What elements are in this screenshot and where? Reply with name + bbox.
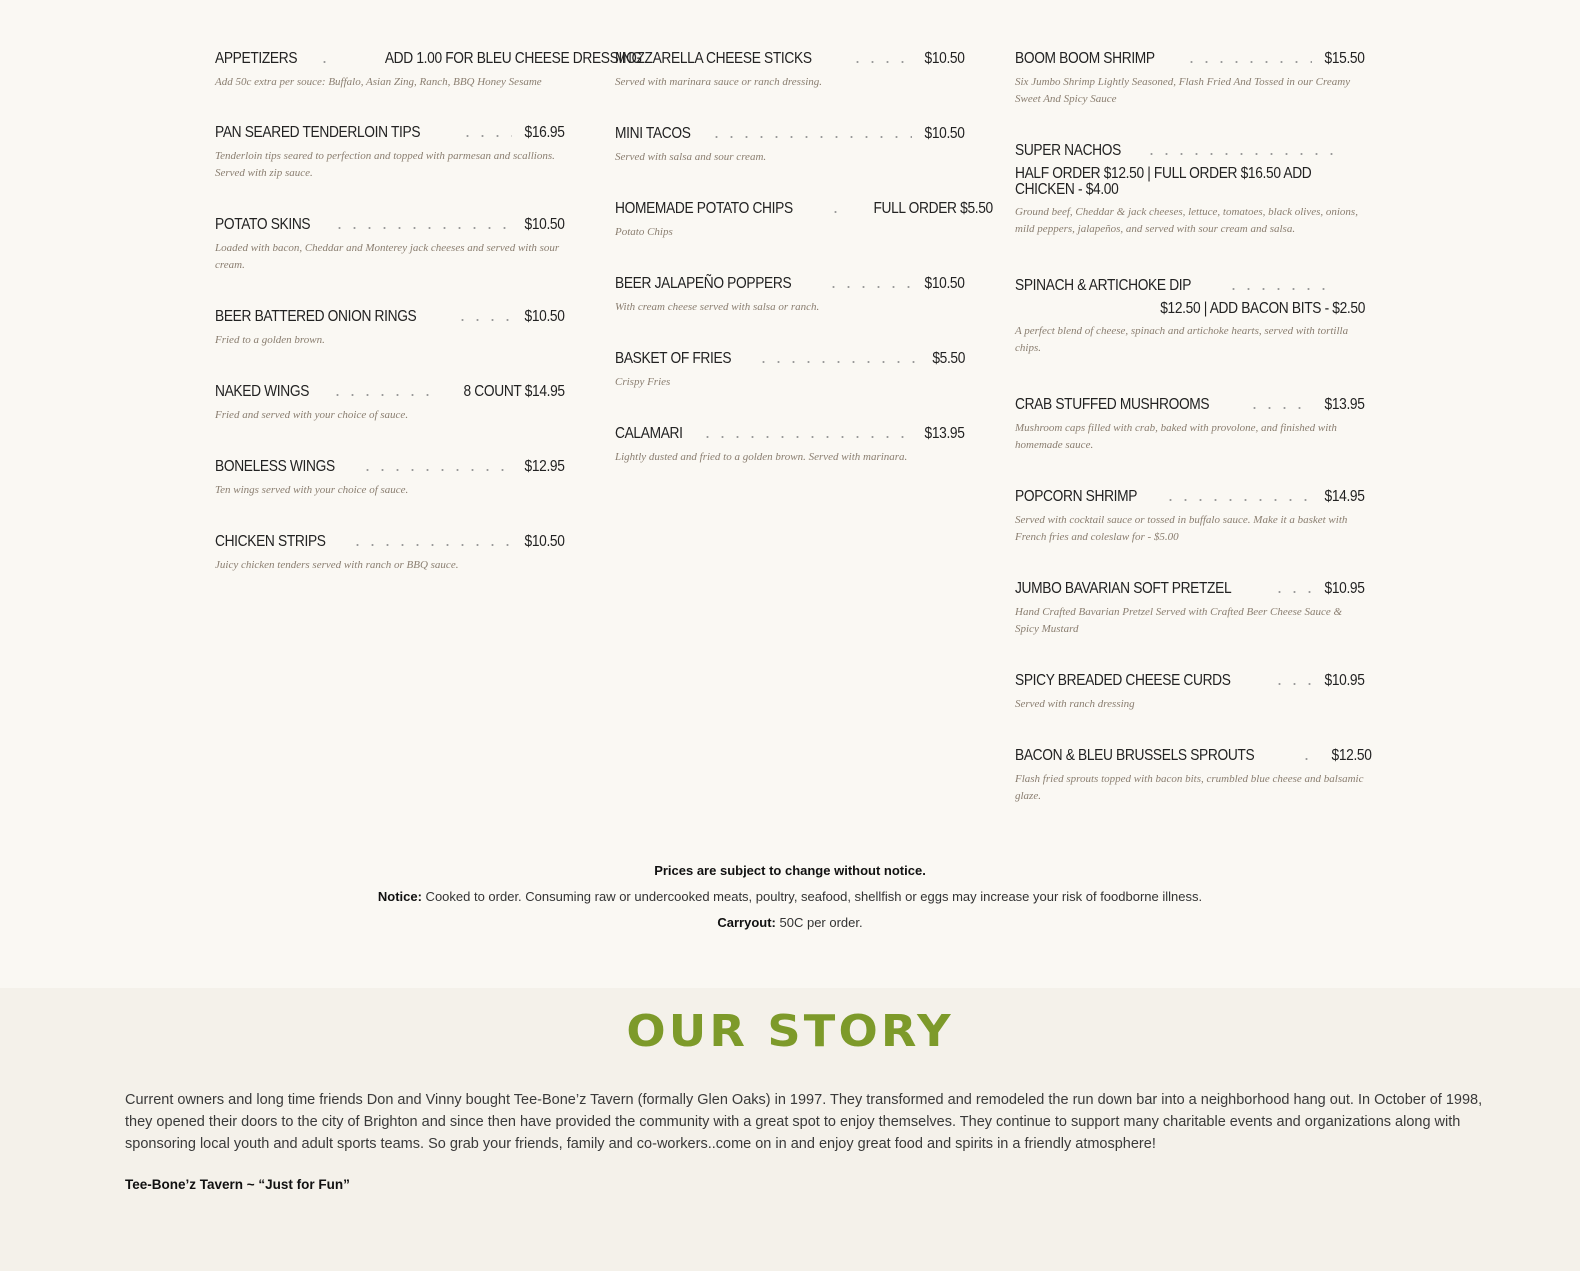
item-description: Add 50c extra per souce: Buffalo, Asian Zing, Ranch, BBQ Honey Sesame [215,76,542,88]
dot-leader [330,394,441,396]
item-description: Served with cocktail sauce or tossed in buffalo sauce. Make it a basket with French fries and coleslaw for - $5.00 [1015,514,1348,543]
menu-item [215,458,565,533]
story-text: Current owners and long time friends Don and Vinny bought Tee-Bone’z Tavern (formally Glen Oaks) in 1997. They transformed and remodeled the run down bar into a neighborhood hang out. In October of 1998, they opened their doors to the city of Brighton and since then have provided the community with a great spot to enjoy themselves. They continue to support many charitable events and organizations along with sponsoring local youth and adult sports teams. So grab your friends, family and co-workers..come on in and enjoy great food and spirits in a friendly atmosphere! [125,1092,1483,1152]
menu-item [1015,580,1365,672]
price-notice: Prices are subject to change without notice. [654,863,926,878]
item-price: $10.50 [924,125,965,142]
item-description: Tenderloin tips seared to perfection and topped with parmesan and scallions. Served with zip sauce. [215,150,555,179]
item-description: Ten wings served with your choice of sauce. [215,484,409,496]
item-name: BASKET OF FRIES [615,350,732,367]
item-name: HOMEMADE POTATO CHIPS [615,200,793,217]
menu-item [215,216,565,308]
dot-leader [756,361,921,363]
item-description: Crispy Fries [615,376,671,388]
notice-label: Notice: [377,889,422,904]
item-description: Loaded with bacon, Cheddar and Monterey jack cheeses and served with sour cream. [215,242,560,271]
item-price: 8 COUNT $14.95 [463,383,565,400]
item-description: Juicy chicken tenders served with ranch or BBQ sauce. [215,559,459,571]
item-price: ADD 1.00 FOR BLEU CHEESE DRESSING [384,50,642,67]
dot-leader [350,544,513,546]
menu-column-2 [615,50,993,500]
item-description: Flash fried sprouts topped with bacon bits, crumbled blue cheese and balsamic glaze. [1015,773,1364,802]
dot-leader [1163,499,1312,501]
dot-leader [1272,683,1313,685]
menu-item [215,124,565,216]
dot-leader [460,135,513,137]
dot-leader [1144,153,1335,155]
menu-item [1015,488,1365,580]
item-description: Fried and served with your choice of sauce. [215,409,409,421]
item-price: $13.95 [1324,396,1365,413]
item-name: BEER JALAPEÑO POPPERS [615,275,792,292]
item-name: BEER BATTERED ONION RINGS [215,308,417,325]
notice-block [0,862,1580,940]
item-name: SUPER NACHOS [1015,142,1121,159]
item-price: $10.50 [924,275,965,292]
item-description: Potato Chips [615,226,673,238]
item-name: MOZZARELLA CHEESE STICKS [615,50,812,67]
dot-leader [1299,758,1319,760]
item-price: $10.95 [1324,672,1365,689]
dot-leader [1247,407,1313,409]
dot-leader [1226,288,1335,290]
item-price: $12.50 | ADD BACON BITS - $2.50 [1160,300,1365,317]
item-name: CRAB STUFFED MUSHROOMS [1015,396,1210,413]
item-description: Six Jumbo Shrimp Lightly Seasoned, Flash Fried And Tossed in our Creamy Sweet And Spicy Sauce [1015,76,1351,105]
item-price: HALF ORDER $12.50 | FULL ORDER $16.50 ADD CHICKEN - $4.00 [1015,165,1312,198]
dot-leader [709,136,913,138]
item-price: $15.50 [1324,50,1365,67]
menu-item [215,308,565,383]
item-price: $5.50 [932,350,965,367]
menu-item [1015,396,1365,488]
menu-item [215,533,565,608]
item-name: BACON & BLEU BRUSSELS SPROUTS [1015,747,1255,764]
item-price: $12.95 [524,458,565,475]
dot-leader [1272,591,1312,593]
item-name: PAN SEARED TENDERLOIN TIPS [215,124,421,141]
item-name: CALAMARI [615,425,683,442]
item-description: Hand Crafted Bavarian Pretzel Served with Crafted Beer Cheese Sauce & Spicy Mustard [1015,606,1343,635]
item-name: JUMBO BAVARIAN SOFT PRETZEL [1015,580,1232,597]
dot-leader [700,436,913,438]
menu-item [215,50,642,124]
item-name: MINI TACOS [615,125,691,142]
item-price: $10.50 [524,216,565,233]
item-price: $13.95 [924,425,965,442]
item-name: NAKED WINGS [215,383,310,400]
story-title: OUR STORY [626,1006,954,1057]
dot-leader [1184,61,1313,63]
item-description: A perfect blend of cheese, spinach and artichoke hearts, served with tortilla chips. [1015,325,1349,354]
item-description: With cream cheese served with salsa or ranch. [615,301,820,313]
item-name: POPCORN SHRIMP [1015,488,1138,505]
item-name: APPETIZERS [215,50,298,67]
item-name: BOOM BOOM SHRIMP [1015,50,1155,67]
our-story-section [0,988,1580,1271]
item-price: $10.50 [924,50,965,67]
item-price: $14.95 [1324,488,1365,505]
item-description: Served with salsa and sour cream. [615,151,767,163]
menu-item [1015,672,1365,747]
dot-leader [317,61,337,63]
menu-column-1 [215,50,642,608]
menu-item [615,200,993,275]
menu-item [615,425,965,500]
item-description: Ground beef, Cheddar & jack cheeses, lettuce, tomatoes, black olives, onions, mild peppers, jalapeños, and served with sour cream and salsa. [1015,206,1358,235]
notice-text: Cooked to order. Consuming raw or undercooked meats, poultry, seafood, shellfish or eggs may increase your risk of foodborne illness. [421,889,1203,904]
item-price: $12.50 [1331,747,1372,764]
dot-leader [332,227,513,229]
dot-leader [850,61,913,63]
dot-leader [826,286,912,288]
menu-item [215,383,565,458]
story-tagline: Tee-Bone’z Tavern ~ “Just for Fun” [125,1177,350,1192]
dot-leader [828,211,848,213]
item-price: $10.50 [524,533,565,550]
carryout-label: Carryout: [717,915,776,930]
menu-item [615,275,965,350]
item-name: SPINACH & ARTICHOKE DIP [1015,277,1192,294]
menu-item [615,125,965,200]
item-price: $10.95 [1324,580,1365,597]
item-name: SPICY BREADED CHEESE CURDS [1015,672,1231,689]
dot-leader [360,469,512,471]
item-description: Served with ranch dressing [1015,698,1135,710]
menu-item [1015,142,1365,277]
menu-item [615,350,965,425]
dot-leader [455,319,512,321]
menu-column-3 [1015,50,1372,822]
carryout-text: 50C per order. [775,915,863,930]
item-description: Fried to a golden brown. [215,334,325,346]
item-name: BONELESS WINGS [215,458,335,475]
menu-item [1015,50,1365,142]
item-description: Served with marinara sauce or ranch dressing. [615,76,823,88]
menu-item [1015,747,1372,822]
item-price: $16.95 [524,124,565,141]
item-name: POTATO SKINS [215,216,311,233]
item-description: Lightly dusted and fried to a golden brown. Served with marinara. [615,451,908,463]
item-description: Mushroom caps filled with crab, baked with provolone, and finished with homemade sauce. [1015,422,1337,451]
item-price: FULL ORDER $5.50 [873,200,993,217]
item-name: CHICKEN STRIPS [215,533,326,550]
item-price: $10.50 [524,308,565,325]
menu-item [1015,277,1365,396]
menu-item [615,50,965,125]
